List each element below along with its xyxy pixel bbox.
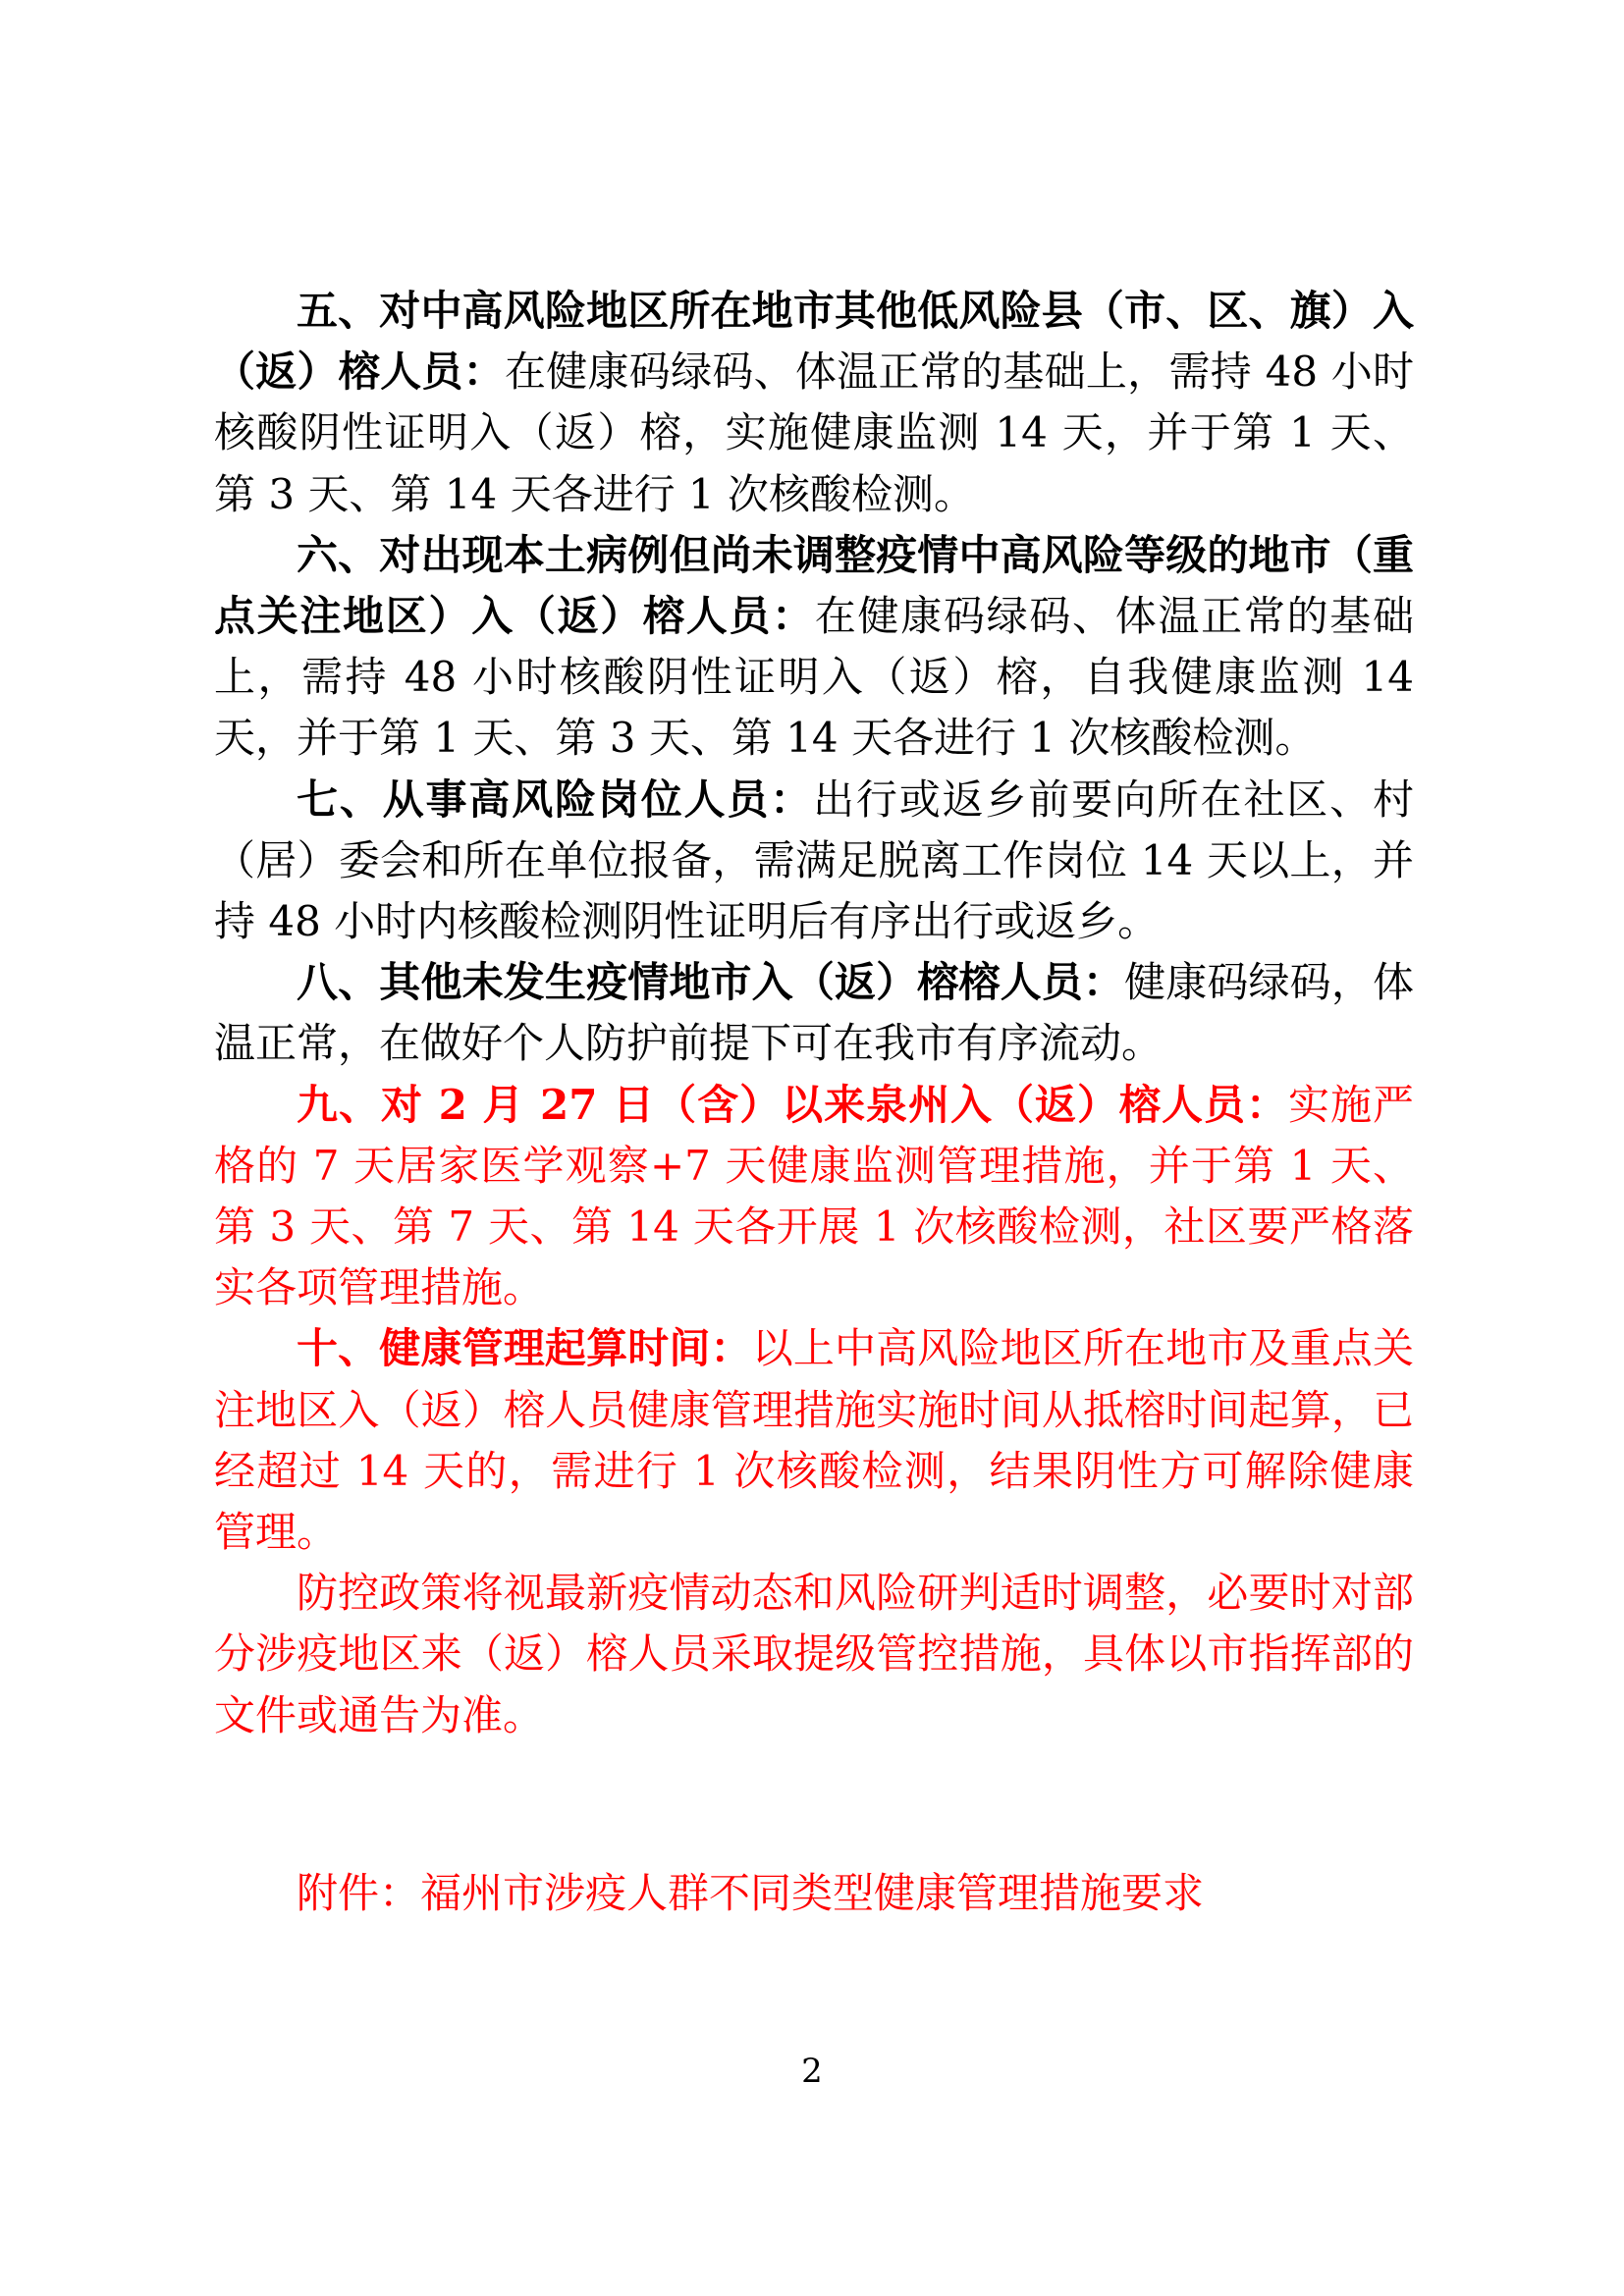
paragraph-5 bbox=[214, 281, 1414, 525]
paragraph-text: 防控政策将视最新疫情动态和风险研判适时调整，必要时对部分涉疫地区来（返）榕人员采取提级管控措施，具体以市指挥部的文件或通告为准。 bbox=[214, 1569, 1414, 1739]
paragraph-7 bbox=[214, 770, 1414, 953]
paragraph-text: 在健康码绿码、体温正常的基础上，需持 48 小时核酸阴性证明入（返）榕，自我健康监测 14 天，并于第 1 天、第 3 天、第 14 天各进行 1 次核酸检测。 bbox=[214, 592, 1414, 763]
paragraph-8 bbox=[214, 952, 1414, 1074]
paragraph-text: 出行或返乡前要向所在社区、村（居）委会和所在单位报备，需满足脱离工作岗位 14 天以上，并持 48 小时内核酸检测阴性证明后有序出行或返乡。 bbox=[214, 774, 1414, 946]
paragraph-heading: 十、健康管理起算时间： bbox=[297, 1324, 752, 1373]
attachment-line: 附件：福州市涉疫人群不同类型健康管理措施要求 bbox=[297, 1869, 1205, 1917]
paragraph-10 bbox=[214, 1318, 1414, 1563]
paragraph-heading: 九、对 2 月 27 日（含）以来泉州入（返）榕人员： bbox=[297, 1080, 1288, 1129]
document-body bbox=[214, 281, 1414, 1746]
paragraph-text: 健康码绿码，体温正常，在做好个人防护前提下可在我市有序流动。 bbox=[214, 958, 1414, 1068]
paragraph-heading: 六、对出现本土病例但尚未调整疫情中高风险等级的地市（重点关注地区）入（返）榕人员： bbox=[214, 530, 1414, 641]
policy-note-paragraph bbox=[214, 1563, 1414, 1746]
paragraph-text: 实施严格的 7 天居家医学观察+7 天健康监测管理措施，并于第 1 天、第 3 天、第 7 天、第 14 天各开展 1 次核酸检测，社区要严格落实各项管理措施。 bbox=[214, 1080, 1414, 1312]
paragraph-heading: 五、对中高风险地区所在地市其他低风险县（市、区、旗）入（返）榕人员： bbox=[214, 287, 1414, 397]
paragraph-heading: 八、其他未发生疫情地市入（返）榕榕人员： bbox=[297, 958, 1125, 1007]
paragraph-text: 在健康码绿码、体温正常的基础上，需持 48 小时核酸阴性证明入（返）榕，实施健康监测 14 天，并于第 1 天、第 3 天、第 14 天各进行 1 次核酸检测。 bbox=[214, 347, 1414, 518]
paragraph-9 bbox=[214, 1075, 1414, 1319]
paragraph-6 bbox=[214, 525, 1414, 770]
paragraph-text: 以上中高风险地区所在地市及重点关注地区入（返）榕人员健康管理措施实施时间从抵榕时间起算，已经超过 14 天的，需进行 1 次核酸检测，结果阴性方可解除健康管理。 bbox=[214, 1324, 1414, 1557]
paragraph-heading: 七、从事高风险岗位人员： bbox=[297, 774, 814, 824]
page-number: 2 bbox=[801, 2052, 823, 2091]
